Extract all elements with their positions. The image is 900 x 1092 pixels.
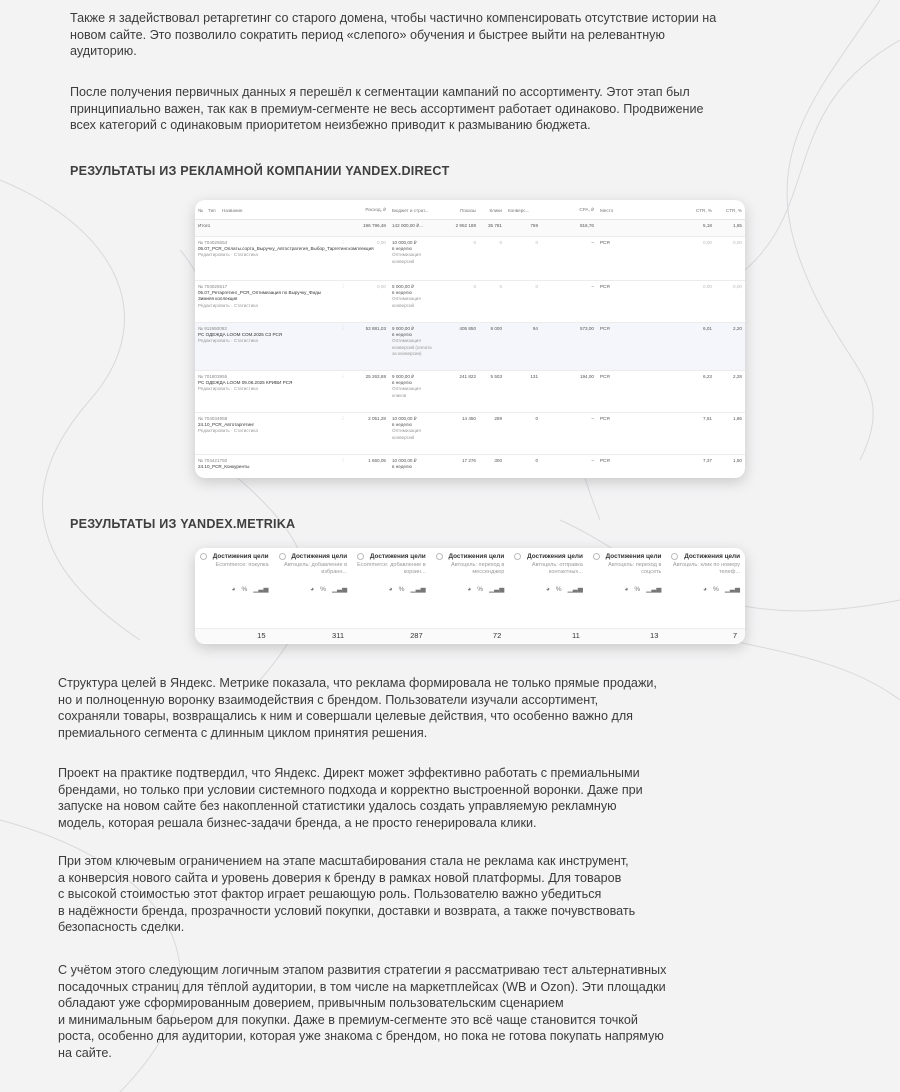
goal-value: 311 [332, 631, 345, 640]
col-header[interactable]: CPA, ₽ [541, 200, 597, 220]
percent-icon: % [555, 586, 562, 594]
bar-chart-icon: ▁▃▅ [646, 586, 662, 594]
pie-icon: ◕ [702, 586, 707, 594]
goal-value: 72 [492, 631, 502, 640]
percent-icon: % [398, 586, 405, 594]
table-row[interactable]: № 704025517 05.07_Ретаргетинг_PCR_Оптимизация по Выручку_Фиды Зимняя коллекция Редактировать · Статистика ⋮ 0,00 5 000,00 ₽ в неделю Оптимизация конверсий 0 0 0 – РСЯ 0,00 0,00 [195, 281, 745, 323]
goal-value: 287 [410, 631, 423, 640]
goal-column[interactable]: Достижения цели Автоцель: переход в соцсеть ◕ % ▁▃▅ [588, 548, 667, 626]
bar-chart-icon: ▁▃▅ [253, 586, 269, 594]
col-header[interactable]: Показы [439, 200, 479, 220]
bar-chart-icon: ▁▃▅ [567, 586, 583, 594]
col-header[interactable]: Конверс... [505, 200, 541, 220]
info-icon[interactable] [279, 553, 286, 560]
body-paragraph-1: Структура целей в Яндекс. Метрике показала, что реклама формировала не только прямые продажи, но и полноценную воронку взаимодействия с брендом. Пользователи изучали ассортимент, сохраняли товары, возвращались к ним и совершали целевые действия, что особенно важно для премиального сегмента с длинным циклом принятия решения. [58, 676, 657, 740]
table-row[interactable]: № 911950053 РС ОДЕЖДА LOOM СОМ.2025 СЗ РСЯ Редактировать · Статистика ⋮ 53 881,03 9 000,00 ₽ в неделю Оптимизация конверсий (оплата за конверсии) 405 850 8 000 94 573,00 РСЯ 6,01 2,20 [195, 323, 745, 371]
body-paragraph-3: При этом ключевым ограничением на этапе масштабирования стала не реклама как инструмент, а конверсия нового сайта и уровень доверия к бренду в рамках новой платформы. Для товаров с высокой стоимостью этот фактор играет решающую роль. Пользователю важно убедиться в надёжности бренда, прозрачности условий покупки, доставки и возврата, а также почувствовать безопасность сделки. [58, 854, 636, 935]
pie-icon: ◕ [388, 586, 393, 594]
campaign-id: № 911950053 [198, 326, 227, 331]
goal-value: 13 [650, 631, 659, 640]
goal-column[interactable]: Достижения цели Автоцель: добавление в избранн... ◕ % ▁▃▅ [274, 548, 353, 626]
campaign-name[interactable]: РС ОДЕЖДА LOOM СОМ.2025 СЗ РСЯ [198, 332, 283, 338]
col-header [337, 200, 349, 220]
bar-chart-icon: ▁▃▅ [410, 586, 426, 594]
row-menu-icon[interactable]: ⋮ [337, 323, 349, 371]
table-row[interactable]: № 704034958 24.10_PCR_Автотаргетинг Редактировать · Статистика ⋮ 2 051,28 10 000,00 ₽ в неделю Оптимизация конверсий 14 450 289 0 – РСЯ 7,61 1,86 [195, 413, 745, 455]
col-header[interactable]: Название [219, 200, 337, 220]
pie-icon: ◕ [624, 586, 629, 594]
percent-icon: % [320, 586, 326, 594]
pie-icon: ◕ [310, 586, 315, 594]
metrika-heading: РЕЗУЛЬТАТЫ ИЗ YANDEX.METRIKA [70, 517, 296, 531]
goal-column[interactable]: Достижения цели Ecommerce: добавление в корзин... ◕ % ▁▃▅ [357, 553, 426, 594]
body-paragraph-2: Проект на практике подтвердил, что Яндекс. Директ может эффективно работать с премиальными брендами, но только при условии системного подхода и корректно выстроенной воронки. Даже при запуске на новом сайте без накопленной статистики удалось создать управляемую рекламную модель, которая решала бизнес-задачи бренда, а не просто генерировала клики. [58, 766, 643, 830]
col-header[interactable]: CTR, % [687, 200, 715, 220]
campaign-id: № 704025554 [198, 240, 228, 245]
row-menu-icon[interactable]: ⋮ [337, 237, 349, 281]
info-icon[interactable] [593, 553, 600, 560]
table-row[interactable]: № 704025554 05.07_PCR_Оплаты.сорта_Выручку_Автостратегия_Выбор_Таргетинг.комплекция Редактировать · Статистика ⋮ 0,00 10 000,00 ₽ в неделю Оптимизация конверсий 0 0 0 – РСЯ 0,00 0,00 [195, 237, 745, 281]
pie-icon: ◕ [545, 586, 550, 594]
goal-value: 15 [257, 631, 266, 640]
campaign-links[interactable]: Редактировать · Статистика [198, 302, 258, 308]
intro-paragraph-1: Также я задействовал ретаргетинг со старого домена, чтобы частично компенсировать отсутствие истории на новом сайте. Это позволило сократить период «слепого» обучения и быстрее выйти на релевантную аудиторию. [70, 11, 717, 59]
direct-heading: РЕЗУЛЬТАТЫ ИЗ РЕКЛАМНОЙ КОМПАНИИ YANDEX.DIRECT [70, 164, 450, 178]
goal-icons[interactable] [357, 585, 426, 593]
campaign-id: № 704025517 [198, 284, 228, 289]
campaign-links[interactable]: Редактировать · Статистика [198, 386, 258, 392]
goal-icons[interactable] [514, 585, 583, 593]
goal-column[interactable]: Достижения цели Автоцель: отправка контактных... ◕ % ▁▃▅ [509, 548, 588, 626]
percent-icon: % [712, 586, 719, 594]
campaign-links[interactable]: Редактировать · Статистика [198, 428, 258, 434]
info-icon[interactable] [436, 553, 443, 560]
bar-chart-icon: ▁▃▅ [331, 586, 348, 594]
yandex-metrika-goals-screenshot [195, 548, 745, 644]
goal-column[interactable]: Достижения цели Автоцель: клик по номеру телеф... ◕ % ▁▃▅ [672, 553, 741, 594]
row-menu-icon[interactable]: ⋮ [337, 413, 349, 455]
goal-icons[interactable] [436, 585, 505, 593]
metrika-goal-values [195, 628, 745, 643]
campaign-id: № 704034958 [198, 416, 228, 421]
goal-icons[interactable] [671, 585, 740, 593]
goal-icons[interactable] [593, 585, 662, 593]
body-paragraph-4: С учётом этого следующим логичным этапом развития стратегии я рассматриваю тест альтернативных посадочных страниц для тёплой аудитории, в том числе на маркетплейсах (WB и Ozon). Эти площадки обладают уже сформированным доверием, привычным пользовательским сценарием и минимальным барьером для покупки. Даже в премиум-сегменте это всё чаще становится точкой роста, особенно для аудитории, которая уже знакома с брендом, но пока не готова покупать напрямую на сайте. [58, 963, 667, 1060]
info-icon[interactable] [200, 553, 207, 560]
campaign-links[interactable]: Редактировать · Статистика [198, 338, 258, 344]
goal-column[interactable]: Достижения цели Ecommerce: покупка ◕ % ▁▃▅ [195, 548, 274, 626]
goal-column[interactable]: Достижения цели Автоцель: переход в мессенджер ◕ % ▁▃▅ [431, 548, 510, 626]
campaign-id: № 701803955 [198, 374, 228, 379]
goal-icons[interactable] [200, 585, 269, 593]
table-total-row: Итого 196 796,48 142 000,00 ₽... 2 952 189 35 781 759 816,76 5,18 1,65 [195, 220, 745, 237]
metrika-goal-columns [195, 548, 745, 626]
campaign-name[interactable]: 05.07_PCR_Оплаты.сорта_Выручку_Автостратегия_Выбор_Таргетинг.комплекция [198, 246, 374, 252]
percent-icon: % [241, 586, 248, 594]
bar-chart-icon: ▁▃▅ [724, 586, 741, 594]
campaign-name[interactable]: 05.07_Ретаргетинг_PCR_Оптимизация по Выручку_Фиды Зимняя коллекция [198, 290, 322, 302]
campaign-links[interactable]: Редактировать · Статистика [198, 252, 258, 258]
direct-table-header [195, 200, 745, 220]
table-row[interactable]: № 704421750 24.10_PCR_Конкуренты ⋮ 1 660,05 10 000,00 ₽ в неделю 17 276 300 0 – РСЯ 7,37 1,50 [195, 455, 745, 479]
campaign-name[interactable]: 24.10_PCR_Автотаргетинг [198, 422, 255, 428]
col-header[interactable]: Расход, ₽ [349, 200, 389, 220]
direct-campaign-table [195, 200, 745, 478]
goal-value: 7 [732, 631, 738, 640]
pie-icon: ◕ [231, 586, 236, 594]
campaign-id: № 704421750 [198, 458, 228, 463]
percent-icon: % [477, 586, 484, 594]
goal-value: 11 [572, 631, 580, 640]
col-header[interactable]: Тип [205, 200, 219, 220]
yandex-direct-table-screenshot [195, 200, 745, 478]
col-header[interactable]: Клики [479, 200, 505, 220]
table-row[interactable]: № 701803955 РС ОДЕЖДА LOOM 09.06.2025 КРИВИ РСЯ Редактировать · Статистика ⋮ 25 263,88 9 000,00 ₽ в неделю Оптимизация кликов 241 822 5 503 131 194,00 РСЯ 6,23 2,28 [195, 371, 745, 413]
col-header[interactable]: Бюджет и страт... [389, 200, 439, 220]
percent-icon: % [634, 586, 641, 594]
col-header[interactable]: Место [597, 200, 647, 220]
campaign-name[interactable]: 24.10_PCR_Конкуренты [198, 464, 250, 470]
bar-chart-icon: ▁▃▅ [489, 586, 505, 594]
row-menu-icon[interactable]: ⋮ [337, 455, 349, 479]
col-header[interactable]: № [195, 200, 205, 220]
goal-icons[interactable] [279, 585, 348, 593]
campaign-name[interactable]: РС ОДЕЖДА LOOM 09.06.2025 КРИВИ РСЯ [198, 380, 293, 386]
pie-icon: ◕ [467, 586, 472, 594]
row-menu-icon[interactable]: ⋮ [337, 281, 349, 323]
col-header [647, 200, 687, 220]
col-header[interactable]: CTR, % [715, 200, 745, 220]
row-menu-icon[interactable]: ⋮ [337, 371, 349, 413]
intro-paragraph-2: После получения первичных данных я перешёл к сегментации кампаний по ассортименту. Этот этап был принципиально важен, так как в премиум-сегменте не весь ассортимент работает одинаково. Продвижение всех категорий с одинаковым приоритетом неизбежно приводит к размыванию бюджета. [70, 85, 704, 133]
